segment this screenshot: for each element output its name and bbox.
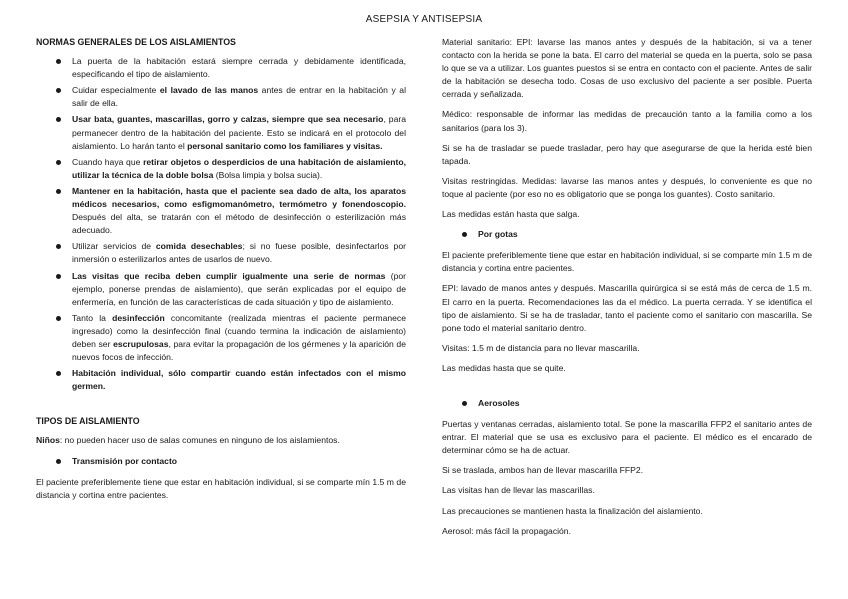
bullet-icon	[462, 401, 467, 406]
bullet-icon	[56, 59, 61, 64]
norma-text: ; si no fuese posible, desinfectarlos por inmersión o esterilizarlos antes de usarlos de nuevo.	[72, 241, 406, 265]
bullet-icon	[462, 232, 467, 237]
right-column	[442, 36, 812, 545]
left-column	[36, 36, 406, 509]
norma-item	[36, 113, 406, 152]
ninos-paragraph	[36, 434, 406, 447]
gotas-paragraph-3: Visitas: 1.5 m de distancia para no llevar mascarilla.	[442, 342, 640, 353]
norma-text: comida desechables	[155, 241, 243, 252]
norma-text: el lavado de las manos	[159, 85, 259, 96]
norma-text: Cuidar especialmente	[72, 85, 160, 96]
traslado-paragraph: Si se ha de trasladar se puede trasladar, pero hay que asegurarse de que la herida esté bien tapada.	[442, 142, 812, 166]
norma-text: (Bolsa limpia y bolsa sucia).	[213, 169, 323, 180]
bullet-icon	[56, 371, 61, 376]
visitas-paragraph: Visitas restringidas. Medidas: lavarse las manos antes y después, lo conveniente es que no toque al paciente (por eso no es obligatorio que se ponga los guantes). Costo sanitario.	[442, 175, 812, 199]
aerosoles-paragraph-2: Si se traslada, ambos han de llevar mascarilla FFP2.	[442, 465, 644, 476]
norma-text: Mantener en la habitación, hasta que el paciente sea dado de alta, los aparatos médicos necesarios, como esfigmomanómetro, termómetro y fonendoscopio.	[72, 185, 406, 210]
gotas-paragraph-2: EPI: lavado de manos antes y después. Mascarilla quirúrgica si se está más de cerca de 1.5 m. El carro en la puerta. Recomendaciones las da el médico. La puerta cerrada. Y se identifica el tipo de aislamiento. Si se ha de trasladar, tanto el paciente como el sanitario con mascarilla. Se pone todo el material sanitario dentro.	[442, 283, 812, 333]
ninos-text: : no pueden hacer uso de salas comunes en ninguno de los aislamientos.	[59, 435, 340, 446]
aerosoles-heading	[442, 397, 812, 410]
contacto-paragraph: El paciente preferiblemente tiene que estar en habitación individual, si se comparte mín 1.5 m de distancia y cortina entre pacientes.	[36, 476, 406, 500]
norma-item	[36, 367, 406, 393]
norma-item	[36, 156, 406, 182]
norma-text: Cuando haya que	[72, 156, 144, 167]
norma-text: , para permanecer dentro de la habitación del paciente. Esto se indicará en el protocolo del aislamiento. Lo harán tanto el	[72, 114, 406, 151]
document-header: ASEPSIA Y ANTISEPSIA	[365, 14, 483, 25]
gotas-paragraph-1: El paciente preferiblemente tiene que estar en habitación individual, si se comparte mín 1.5 m de distancia y cortina entre pacientes.	[442, 250, 812, 274]
bullet-icon	[56, 88, 61, 93]
norma-text: , para evitar la propagación de los gérmenes y la aparición de nuevos focos de infección.	[72, 338, 406, 363]
bullet-icon	[56, 459, 61, 464]
normas-heading: NORMAS GENERALES DE LOS AISLAMIENTOS	[36, 37, 236, 47]
gotas-heading	[442, 228, 812, 241]
norma-text: (por ejemplo, ponerse prendas de aislamiento), que serán explicadas por el equipo de enfermería, en función de las características de cada situación y tipo de aislamiento.	[72, 270, 406, 307]
norma-text: Después del alta, se tratarán con el método de desinfección o esterilización más adecuado.	[72, 212, 406, 236]
norma-item	[36, 270, 406, 309]
normas-list	[36, 55, 406, 393]
aerosoles-paragraph-5: Aerosol: más fácil la propagación.	[442, 525, 571, 536]
aerosoles-paragraph-4: Las precauciones se mantienen hasta la finalización del aislamiento.	[442, 505, 703, 516]
bullet-icon	[56, 160, 61, 165]
bullet-icon	[56, 316, 61, 321]
norma-item	[36, 185, 406, 237]
norma-text: personal sanitario como los familiares y visitas.	[187, 140, 383, 151]
bullet-icon	[56, 274, 61, 279]
material-sanitario-paragraph: Material sanitario: EPI: lavarse las manos antes y después de la habitación, si va a tener contacto con la herida se pone la bata. El carro del material se queda en la puerta, solo se pasa lo que se va a utilizar. Los guantes puestos si se entra en contacto con el paciente. Antes de salir de la habitación se desecha todo. Cosas de uso exclusivo del paciente a ser posible. Puerta cerrada y señalizada.	[442, 37, 812, 100]
norma-item	[36, 312, 406, 364]
contacto-title: Transmisión por contacto	[72, 455, 178, 466]
bullet-icon	[56, 117, 61, 122]
aerosoles-paragraph-1: Puertas y ventanas cerradas, aislamiento total. Se pone la mascarilla FFP2 el sanitario antes de entrar. El material que se usa es exclusivo para el paciente. El médico es el encarado de determinar cómo se ha de actuar.	[442, 419, 812, 456]
norma-text: La puerta de la habitación estará siempre cerrada y debidamente identificada, especificando el tipo de aislamiento.	[72, 56, 406, 80]
norma-text: escrupulosas	[113, 338, 169, 349]
contacto-heading	[36, 455, 406, 468]
norma-text: Usar bata, guantes, mascarillas, gorro y calzas, siempre que sea necesario	[72, 114, 384, 125]
bullet-icon	[56, 244, 61, 249]
norma-text: concomitante (realizada mientras el paciente permanece ingresado) como la desinfección final (cuando termina la indicación de aislamiento) deben ser	[72, 312, 406, 349]
norma-item	[36, 55, 406, 81]
norma-item	[36, 84, 406, 110]
norma-item	[36, 240, 406, 266]
norma-text: Habitación individual, sólo compartir cuando están infectados con el mismo germen.	[72, 368, 406, 392]
tipos-heading: TIPOS DE AISLAMIENTO	[36, 416, 140, 427]
norma-text: retirar objetos o desperdicios de una habitación de aislamiento, utilizar la técnica de la doble bolsa	[72, 156, 406, 180]
medidas-paragraph: Las medidas están hasta que salga.	[442, 209, 580, 220]
aerosoles-title: Aerosoles	[478, 397, 520, 408]
norma-text: desinfección	[112, 312, 165, 323]
norma-text: Las visitas que reciba deben cumplir igualmente una serie de normas	[72, 270, 386, 281]
bullet-icon	[56, 189, 61, 194]
gotas-title: Por gotas	[478, 229, 518, 240]
medico-paragraph: Médico: responsable de informar las medidas de precaución tanto a la familia como a los sanitarios (para los 3).	[442, 109, 812, 133]
norma-text: antes de entrar en la habitación y al salir de ella.	[72, 85, 406, 109]
norma-text: Utilizar servicios de	[72, 241, 156, 252]
ninos-label: Niños	[36, 435, 60, 446]
aerosoles-paragraph-3: Las visitas han de llevar las mascarillas.	[442, 485, 595, 496]
norma-text: Tanto la	[72, 312, 113, 323]
gotas-paragraph-4: Las medidas hasta que se quite.	[442, 362, 566, 373]
